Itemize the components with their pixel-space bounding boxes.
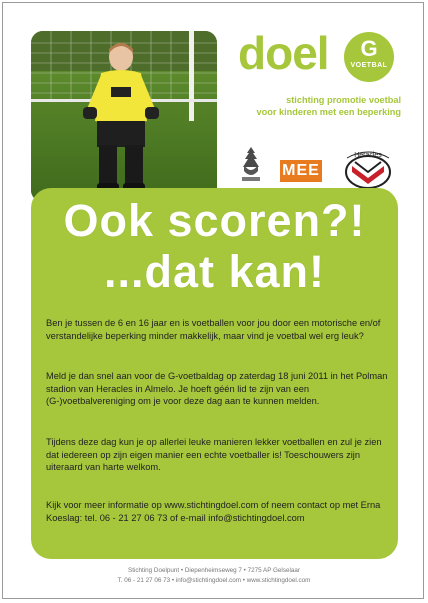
tagline-line-2: voor kinderen met een beperking: [256, 107, 401, 117]
registration-paragraph: Meld je dan snel aan voor de G-voetbaldag op zaterdag 18 juni 2011 in het Polman stadion van Heracles in Almelo. Je hoeft géén lid te zijn van een (G-)voetbalvereniging om je voor deze dag aan te kunnen melden.: [46, 371, 388, 407]
svg-text:Heracles: Heracles: [354, 152, 382, 159]
g-voetbal-badge: [344, 32, 394, 82]
doel-logo: [238, 27, 408, 92]
headline-line-2: ...dat kan!: [103, 246, 326, 297]
intro-paragraph: Ben je tussen de 6 en 16 jaar en is voetballen voor jou door een motorische en/of verstandelijke beperking minder makkelijk, maar vind je voetbal wel erg leuk?: [46, 318, 381, 341]
headline-line-1: Ook scoren?!: [63, 195, 366, 246]
tagline: [211, 94, 401, 118]
tagline-line-1: stichting promotie voetbal: [286, 95, 401, 105]
content-panel: [31, 188, 398, 559]
logo-word: doel: [238, 27, 329, 79]
knvb-logo: [238, 145, 264, 188]
goalkeeper-photo: [31, 31, 217, 202]
footer-address: Stichting Doelpunt • Diepenheimseweg 7 • 7275 AP Gelselaar: [128, 567, 300, 574]
badge-text: VOETBAL: [350, 62, 388, 69]
footer-contact: T. 06 - 21 27 06 73 • info@stichtingdoel.com • www.stichtingdoel.com: [117, 577, 311, 584]
badge-letter: G: [360, 36, 378, 61]
contact-paragraph: Kijk voor meer informatie op www.stichtingdoel.com of neem contact op met Erna Koeslag: tel. 06 - 21 27 06 73 of e-mail info@stichtingdoel.com: [46, 500, 381, 523]
mee-logo: MEE: [280, 160, 322, 182]
event-paragraph: Tijdens deze dag kun je op allerlei leuke manieren lekker voetballen en zul je zien dat iedereen op zijn eigen manier een echte voetballer is! Toeschouwers zijn uiteraard van harte welkom.: [46, 437, 382, 473]
